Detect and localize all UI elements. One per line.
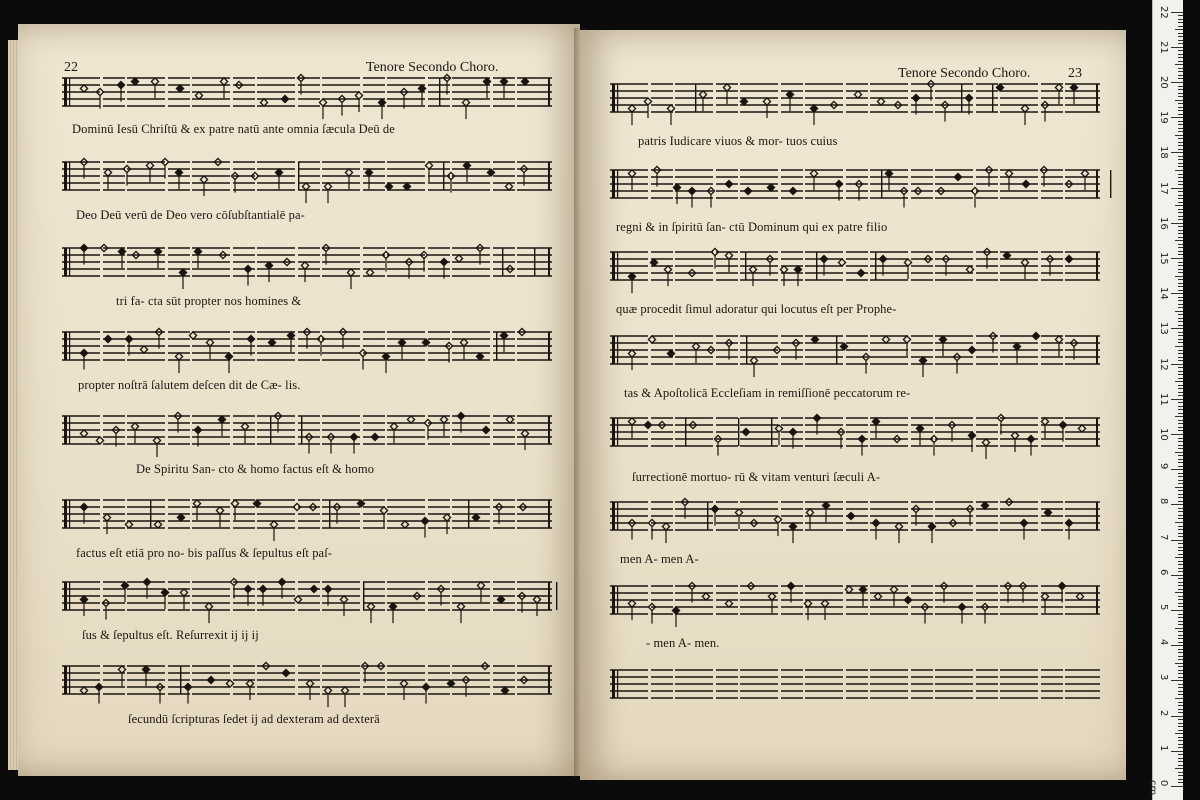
ruler-tick (1171, 223, 1183, 224)
ruler-tick (1178, 501, 1183, 502)
ruler-tick (1171, 645, 1183, 646)
ruler-tick (1178, 427, 1183, 428)
ruler-tick (1178, 550, 1183, 551)
ruler-tick (1178, 374, 1183, 375)
ruler-tick (1178, 730, 1183, 731)
ruler-tick (1178, 304, 1183, 305)
ruler-tick (1178, 670, 1183, 671)
ruler-tick (1178, 371, 1183, 372)
ruler-tick (1171, 610, 1183, 611)
ruler-tick (1178, 547, 1183, 548)
ruler-tick (1178, 402, 1183, 403)
ruler-tick (1178, 128, 1183, 129)
ruler-tick (1178, 652, 1183, 653)
page-number: 23 (1068, 66, 1082, 81)
ruler-label: 10 (1158, 428, 1169, 441)
ruler-label: 4 (1158, 639, 1169, 646)
lyric-line: ſecundū ſcripturas ſedet ij ad dexteram ad dexterā (128, 712, 380, 726)
ruler-tick (1178, 395, 1183, 396)
ruler-tick (1178, 174, 1183, 175)
ruler-tick (1178, 156, 1183, 157)
ruler-tick (1178, 237, 1183, 238)
ruler-tick (1171, 786, 1183, 787)
ruler-tick (1178, 339, 1183, 340)
ruler-tick (1175, 29, 1183, 30)
ruler-label: 17 (1158, 181, 1169, 195)
ruler-tick (1178, 775, 1183, 776)
ruler-tick (1175, 487, 1183, 488)
ruler-tick (1178, 673, 1183, 674)
ruler-tick (1178, 385, 1183, 386)
ruler-tick (1178, 244, 1183, 245)
lyric-line: ſus & ſepultus eſt. Reſurrexit ij ij ij (82, 628, 259, 642)
ruler-tick (1178, 57, 1183, 58)
ruler-tick (1178, 272, 1183, 273)
ruler-tick (1171, 328, 1183, 329)
lyric-line: Dominū Iesū Chriſtū & ex patre natū ante omnia ſæcula Deū de (72, 122, 395, 136)
ruler-tick (1178, 582, 1183, 583)
music-staff (62, 242, 552, 286)
ruler-tick (1178, 765, 1183, 766)
ruler-tick (1178, 712, 1183, 713)
ruler-tick (1178, 22, 1183, 23)
ruler-tick (1178, 441, 1183, 442)
music-staff (62, 494, 552, 538)
ruler-tick (1178, 677, 1183, 678)
ruler-tick (1178, 226, 1183, 227)
ruler-tick (1178, 216, 1183, 217)
ruler-tick (1175, 205, 1183, 206)
ruler-tick (1178, 702, 1183, 703)
music-staff (610, 78, 1100, 122)
ruler-tick (1178, 438, 1183, 439)
music-staff (62, 410, 552, 454)
ruler-tick (1171, 12, 1183, 13)
lyric-line: tas & Apoſtolicā Eccleſiam in remiſſionē peccatorum re- (624, 386, 911, 400)
ruler-tick (1178, 360, 1183, 361)
ruler-tick (1178, 529, 1183, 530)
running-head: Tenore Secondo Choro. (366, 60, 499, 75)
ruler-tick (1178, 114, 1183, 115)
ruler-tick (1178, 420, 1183, 421)
ruler-tick (1178, 233, 1183, 234)
ruler-tick (1178, 635, 1183, 636)
music-staff (62, 326, 552, 370)
ruler-tick (1178, 103, 1183, 104)
measuring-ruler (1147, 0, 1183, 800)
ruler-tick (1178, 638, 1183, 639)
ruler-tick (1178, 758, 1183, 759)
ruler-tick (1178, 33, 1183, 34)
ruler-tick (1178, 230, 1183, 231)
ruler-tick (1178, 110, 1183, 111)
ruler-label: 16 (1158, 216, 1169, 230)
ruler-tick (1178, 342, 1183, 343)
ruler-tick (1178, 212, 1183, 213)
ruler-tick (1171, 258, 1183, 259)
ruler-tick (1178, 40, 1183, 41)
ruler-tick (1178, 26, 1183, 27)
ruler-tick (1178, 561, 1183, 562)
ruler-tick (1178, 649, 1183, 650)
ruler-tick (1171, 399, 1183, 400)
ruler-tick (1178, 621, 1183, 622)
ruler-tick (1178, 357, 1183, 358)
music-staff (62, 660, 552, 704)
ruler-tick (1178, 262, 1183, 263)
ruler-tick (1178, 589, 1183, 590)
ruler-tick (1178, 723, 1183, 724)
ruler-label: 1 (1158, 744, 1169, 752)
ruler-tick (1178, 269, 1183, 270)
ruler-tick (1178, 476, 1183, 477)
ruler-tick (1178, 406, 1183, 407)
ruler-tick (1178, 761, 1183, 762)
ruler-tick (1178, 202, 1183, 203)
ruler-tick (1171, 680, 1183, 681)
ruler-tick (1178, 666, 1183, 667)
ruler-tick (1175, 733, 1183, 734)
ruler-label: 8 (1158, 498, 1169, 505)
ruler-tick (1178, 624, 1183, 625)
ruler-tick (1171, 434, 1183, 435)
ruler-tick (1178, 518, 1183, 519)
ruler-tick (1178, 325, 1183, 326)
ruler-tick (1178, 423, 1183, 424)
ruler-tick (1178, 209, 1183, 210)
ruler-tick (1171, 504, 1183, 505)
ruler-tick (1178, 297, 1183, 298)
ruler-tick (1178, 191, 1183, 192)
ruler-label: 15 (1158, 252, 1169, 265)
ruler-tick (1178, 526, 1183, 527)
ruler-tick (1178, 300, 1183, 301)
ruler-tick (1175, 311, 1183, 312)
music-staff (62, 576, 552, 620)
ruler-label: 6 (1158, 568, 1169, 576)
ruler-tick (1178, 19, 1183, 20)
ruler-label: 11 (1158, 392, 1169, 406)
ruler-tick (1178, 195, 1183, 196)
ruler-tick (1178, 251, 1183, 252)
ruler-label: 12 (1158, 357, 1169, 371)
ruler-tick (1175, 522, 1183, 523)
ruler-tick (1178, 737, 1183, 738)
ruler-tick (1178, 138, 1183, 139)
lyric-line: - men A- men. (646, 636, 720, 650)
lyric-line: tri fa- cta sūt propter nos homines & (116, 294, 302, 308)
ruler-tick (1178, 388, 1183, 389)
ruler-tick (1178, 568, 1183, 569)
ruler-tick (1178, 43, 1183, 44)
ruler-label: 21 (1158, 40, 1169, 54)
ruler-tick (1178, 459, 1183, 460)
ruler-tick (1178, 772, 1183, 773)
ruler-tick (1171, 117, 1183, 118)
lyric-line: propter noſtrā ſalutem deſcen dit de Cæ- lis. (78, 378, 301, 392)
ruler-tick (1178, 448, 1183, 449)
lyric-line: quæ procedit ſimul adoratur qui locutus eſt per Prophe- (616, 302, 897, 316)
ruler-tick (1178, 15, 1183, 16)
ruler-tick (1178, 754, 1183, 755)
ruler-tick (1178, 314, 1183, 315)
ruler-tick (1175, 381, 1183, 382)
ruler-tick (1178, 578, 1183, 579)
ruler-tick (1175, 64, 1183, 65)
ruler-tick (1178, 78, 1183, 79)
ruler-tick (1178, 184, 1183, 185)
ruler-tick (1178, 409, 1183, 410)
ruler-tick (1178, 321, 1183, 322)
ruler-tick (1178, 392, 1183, 393)
ruler-label: 22 (1158, 5, 1169, 19)
ruler-label: 20 (1158, 76, 1169, 89)
ruler-tick (1178, 413, 1183, 414)
ruler-tick (1178, 494, 1183, 495)
ruler-tick (1175, 452, 1183, 453)
ruler-tick (1178, 332, 1183, 333)
ruler-tick (1178, 181, 1183, 182)
ruler-tick (1178, 96, 1183, 97)
ruler-tick (1178, 307, 1183, 308)
lyric-line: men A- men A- (620, 552, 699, 566)
ruler-tick (1178, 142, 1183, 143)
ruler-tick (1178, 131, 1183, 132)
ruler-tick (1178, 599, 1183, 600)
ruler-tick (1178, 659, 1183, 660)
ruler-tick (1171, 293, 1183, 294)
ruler-tick (1178, 247, 1183, 248)
ruler-tick (1178, 747, 1183, 748)
ruler-tick (1178, 694, 1183, 695)
ruler-tick (1178, 691, 1183, 692)
music-staff (610, 496, 1100, 540)
ruler-label: 14 (1158, 287, 1169, 300)
ruler-tick (1178, 283, 1183, 284)
ruler-tick (1175, 240, 1183, 241)
ruler-label: 0 cm (1147, 780, 1169, 796)
ruler-tick (1178, 466, 1183, 467)
ruler-tick (1178, 61, 1183, 62)
ruler-tick (1178, 473, 1183, 474)
music-staff (610, 580, 1100, 624)
ruler-tick (1178, 617, 1183, 618)
ruler-tick (1178, 642, 1183, 643)
music-staff (610, 412, 1100, 456)
ruler-label: 13 (1158, 322, 1169, 336)
lyric-line: factus eſt etiā pro no- bis paſſus & ſepultus eſt paſ- (76, 546, 333, 560)
ruler-tick (1175, 592, 1183, 593)
ruler-tick (1178, 318, 1183, 319)
ruler-tick (1178, 378, 1183, 379)
ruler-tick (1178, 709, 1183, 710)
ruler-tick (1178, 744, 1183, 745)
ruler-tick (1178, 71, 1183, 72)
ruler-tick (1178, 508, 1183, 509)
ruler-tick (1178, 533, 1183, 534)
ruler-tick (1178, 198, 1183, 199)
ruler-tick (1178, 124, 1183, 125)
ruler-tick (1178, 121, 1183, 122)
ruler-tick (1178, 107, 1183, 108)
ruler-tick (1178, 490, 1183, 491)
ruler-tick (1178, 726, 1183, 727)
ruler-tick (1175, 557, 1183, 558)
ruler-tick (1175, 628, 1183, 629)
ruler-tick (1178, 603, 1183, 604)
ruler-tick (1171, 751, 1183, 752)
ruler-tick (1178, 571, 1183, 572)
ruler-tick (1171, 540, 1183, 541)
ruler-tick (1178, 779, 1183, 780)
ruler-tick (1178, 430, 1183, 431)
ruler-label: 3 (1158, 674, 1169, 681)
ruler-tick (1178, 596, 1183, 597)
lyric-line: regni & in ſpiritū ſan- ctū Dominum qui ex patre filio (616, 220, 888, 234)
ruler-tick (1178, 335, 1183, 336)
ruler-tick (1171, 575, 1183, 576)
ruler-tick (1178, 631, 1183, 632)
ruler-tick (1178, 687, 1183, 688)
ruler-tick (1178, 166, 1183, 167)
ruler-tick (1178, 89, 1183, 90)
lyric-line: ſurrectionē mortuo- rū & vitam venturi ſæculi A- (632, 470, 881, 484)
music-staff (610, 330, 1100, 374)
ruler-tick (1171, 364, 1183, 365)
ruler-tick (1178, 93, 1183, 94)
ruler-tick (1178, 515, 1183, 516)
music-staff (610, 246, 1100, 290)
running-head: Tenore Secondo Choro. (898, 66, 1031, 81)
lyric-line: patris Iudicare viuos & mor- tuos cuius (638, 134, 838, 148)
left-page (18, 24, 580, 776)
ruler-tick (1178, 367, 1183, 368)
ruler-tick (1178, 543, 1183, 544)
ruler-tick (1178, 497, 1183, 498)
ruler-tick (1175, 663, 1183, 664)
ruler-label: 2 (1158, 709, 1169, 716)
ruler-tick (1178, 705, 1183, 706)
ruler-tick (1178, 86, 1183, 87)
ruler-tick (1175, 100, 1183, 101)
ruler-tick (1178, 511, 1183, 512)
ruler-tick (1175, 768, 1183, 769)
ruler-tick (1178, 353, 1183, 354)
music-staff (62, 72, 552, 116)
ruler-tick (1178, 350, 1183, 351)
ruler-label: 7 (1158, 533, 1169, 540)
ruler-tick (1178, 554, 1183, 555)
ruler-tick (1178, 279, 1183, 280)
ruler-tick (1178, 36, 1183, 37)
music-staff (62, 156, 552, 200)
ruler-tick (1178, 50, 1183, 51)
lyric-line: De Spiritu San- cto & homo factus eſt & homo (136, 462, 375, 476)
ruler-label: 5 (1158, 604, 1169, 611)
ruler-tick (1178, 265, 1183, 266)
ruler-tick (1178, 445, 1183, 446)
ruler-tick (1175, 170, 1183, 171)
empty-staff (610, 664, 1100, 708)
ruler-label: 19 (1158, 111, 1169, 124)
ruler-tick (1178, 159, 1183, 160)
ruler-tick (1178, 177, 1183, 178)
ruler-tick (1178, 719, 1183, 720)
ruler-tick (1178, 606, 1183, 607)
ruler-label: 9 (1158, 463, 1169, 470)
page-number: 22 (64, 60, 78, 75)
ruler-tick (1178, 455, 1183, 456)
ruler-tick (1178, 290, 1183, 291)
music-staff (610, 164, 1100, 208)
ruler-tick (1178, 614, 1183, 615)
ruler-tick (1171, 47, 1183, 48)
ruler-tick (1178, 480, 1183, 481)
ruler-tick (1178, 740, 1183, 741)
ruler-tick (1178, 684, 1183, 685)
ruler-tick (1178, 483, 1183, 484)
ruler-tick (1178, 462, 1183, 463)
ruler-tick (1178, 286, 1183, 287)
ruler-tick (1175, 346, 1183, 347)
ruler-tick (1178, 54, 1183, 55)
ruler-tick (1175, 276, 1183, 277)
ruler-tick (1171, 716, 1183, 717)
lyric-line: Deo Deū verū de Deo vero cōſubſtantialē pa- (76, 208, 305, 222)
ruler-tick (1178, 564, 1183, 565)
ruler-tick (1178, 149, 1183, 150)
ruler-tick (1178, 68, 1183, 69)
ruler-tick (1178, 75, 1183, 76)
ruler-tick (1178, 254, 1183, 255)
ruler-tick (1178, 219, 1183, 220)
ruler-tick (1171, 82, 1183, 83)
ruler-tick (1171, 152, 1183, 153)
ruler-tick (1178, 782, 1183, 783)
ruler-tick (1175, 698, 1183, 699)
ruler-tick (1178, 145, 1183, 146)
ruler-tick (1178, 163, 1183, 164)
ruler-label: 18 (1158, 146, 1169, 160)
right-page (580, 30, 1126, 780)
ruler-tick (1175, 135, 1183, 136)
ruler-tick (1178, 585, 1183, 586)
ruler-tick (1171, 188, 1183, 189)
ruler-tick (1178, 656, 1183, 657)
ruler-tick (1171, 469, 1183, 470)
ruler-tick (1178, 536, 1183, 537)
ruler-tick (1175, 416, 1183, 417)
